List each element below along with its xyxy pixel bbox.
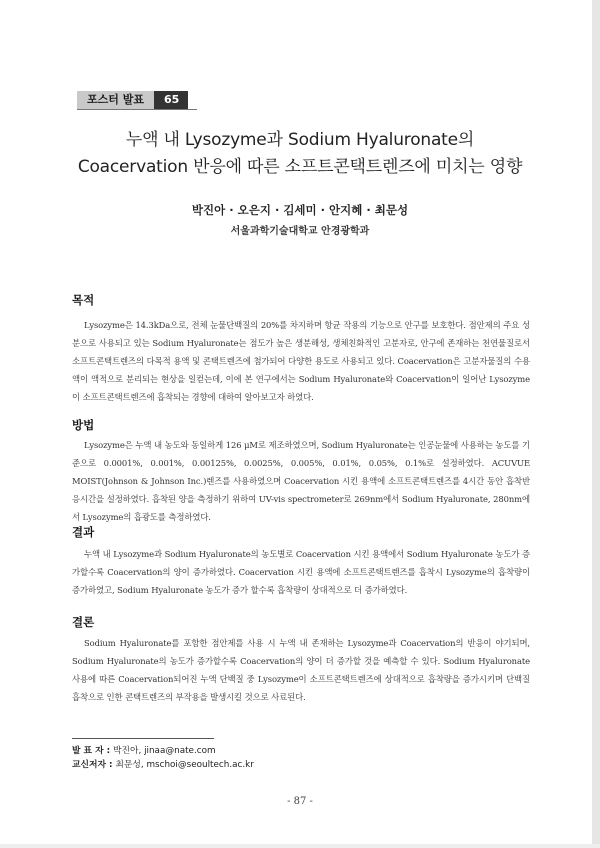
- page-edge-bottom: [0, 844, 600, 848]
- footnote-corresponding: [72, 757, 254, 770]
- section-body-conclusion: Sodium Hyaluronate를 포함한 점안제를 사용 시 누액 내 존재하는 Lysozyme과 Coacervation의 반응이 야기되며, Sodium Hyaluronate의 농도가 증가할수록 Coacervation의 양이 더 증가할 것을 예측할 수 있다. Sodium Hyaluronate 사용에 따른 Coacervation되어진 누액 단백질 중 Lysozyme이 소프트콘택트렌즈에 상대적으로 흡착량을 증가시키며 단백질 흡착으로 인한 콘택트렌즈의 부작용을 발생시킬 것으로 사료된다.: [72, 638, 530, 702]
- corresponding-label: 교신저자 :: [72, 760, 113, 770]
- section-heading-conclusion: 결론: [72, 615, 95, 629]
- poster-tag: [77, 91, 188, 109]
- footnote-presenter: [72, 743, 216, 756]
- page-number: - 87 -: [287, 796, 313, 807]
- section-heading-method: 방법: [72, 418, 95, 432]
- section-body-results: 누액 내 Lysozyme과 Sodium Hyaluronate의 농도별로 Coacervation 시킨 용액에서 Sodium Hyaluronate 농도가 증가할수록 Coacervation의 양이 증가하였다. Coacervation 시킨 용액에 소프트콘택트렌즈를 흡착시 Lysozyme의 흡착량이 증가하였고, Sodium Hyaluronate 농도가 증가 할수록 흡착량이 상대적으로 더 증가하였다.: [72, 549, 530, 595]
- section-heading-results: 결과: [72, 525, 95, 539]
- page-edge: [592, 0, 600, 848]
- poster-tag-label: 포스터 발표: [77, 91, 154, 109]
- presenter-label: 발 표 자 :: [72, 746, 111, 756]
- paper-title-line1: 누액 내 Lysozyme과 Sodium Hyaluronate의: [125, 130, 475, 150]
- paper-title-line2: Coacervation 반응에 따른 소프트콘택트렌즈에 미치는 영향: [77, 157, 523, 177]
- footnote-divider: [72, 738, 214, 739]
- section-body-method: Lysozyme은 누액 내 농도와 동일하게 126 μM로 제조하였으며, Sodium Hyaluronate는 인공눈물에 사용하는 농도를 기준으로 0.0001%, 0.001%, 0.00125%, 0.0025%, 0.005%, 0.01%, 0.05%, 0.1%로 설정하였다. ACUVUE MOIST(Johnson & Johnson Inc.)렌즈를 사용하였으며 Coacervation 시킨 용액에 소프트콘택트렌즈를 4시간 동안 흡착반응시간을 설정하였다. 흡착된 양을 측정하기 위하여 UV-vis spectrometer로 269nm에서 Sodium Hyaluronate, 280nm에서 Lysozyme의 흡광도를 측정하였다.: [72, 440, 530, 522]
- author-list: 박진아 · 오은지 · 김세미 · 안지혜 · 최문성: [191, 203, 409, 217]
- affiliation: 서울과학기술대학교 안경광학과: [230, 226, 370, 237]
- section-body-purpose: Lysozyme은 14.3kDa으로, 전체 눈물단백질의 20%를 차지하며 항균 작용의 기능으로 안구를 보호한다. 점안제의 주요 성분으로 사용되고 있는 Sodium Hyaluronate는 점도가 높은 생분해성, 생체친화적인 고분자로, 안구에 존재하는 천연물질로서 소프트콘택트렌즈의 다목적 용액 및 콘택트렌즈에 첨가되어 다양한 용도로 사용되고 있다. Coacervation은 고분자물질의 수용액이 액적으로 분리되는 현상을 일컫는데, 이에 본 연구에서는 Sodium Hyaluronate와 Coacervation이 일어난 Lysozyme이 소프트콘택트렌즈에 흡착되는 경향에 대하여 알아보고자 하였다.: [72, 320, 530, 402]
- section-heading-purpose: 목적: [72, 293, 95, 307]
- corresponding-value: 최문성, mschoi@seoultech.ac.kr: [115, 760, 254, 770]
- tag-underline: [77, 109, 197, 110]
- poster-tag-number: 65: [154, 91, 188, 109]
- presenter-value: 박진아, jinaa@nate.com: [113, 746, 216, 756]
